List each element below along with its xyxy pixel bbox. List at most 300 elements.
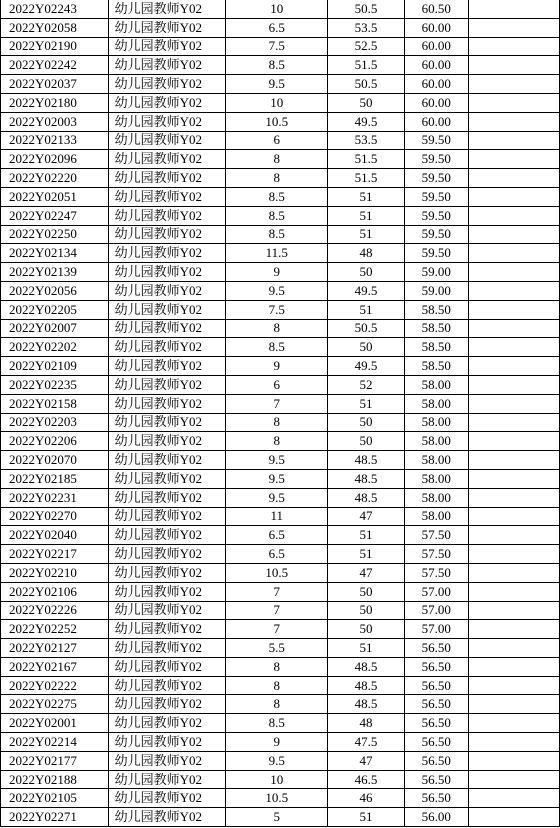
score-one-cell: 10 xyxy=(226,93,328,112)
table-row xyxy=(1,526,560,545)
position-cell: 幼儿园教师Y02 xyxy=(108,451,225,470)
table-row xyxy=(1,488,560,507)
score-one-cell: 10.5 xyxy=(226,563,328,582)
score-one-cell: 11 xyxy=(226,507,328,526)
total-score-cell: 58.50 xyxy=(404,338,468,357)
empty-cell xyxy=(468,281,559,300)
score-one-cell: 6.5 xyxy=(226,18,328,37)
score-one-cell: 10.5 xyxy=(226,789,328,808)
total-score-cell: 60.00 xyxy=(404,112,468,131)
position-cell: 幼儿园教师Y02 xyxy=(108,0,225,18)
table-row xyxy=(1,319,560,338)
total-score-cell: 58.50 xyxy=(404,319,468,338)
candidate-id-cell: 2022Y02220 xyxy=(1,169,109,188)
score-two-cell: 51 xyxy=(328,300,404,319)
position-cell: 幼儿园教师Y02 xyxy=(108,131,225,150)
candidate-id-cell: 2022Y02058 xyxy=(1,18,109,37)
score-two-cell: 46 xyxy=(328,789,404,808)
score-one-cell: 8 xyxy=(226,657,328,676)
score-two-cell: 47 xyxy=(328,751,404,770)
empty-cell xyxy=(468,563,559,582)
total-score-cell: 57.50 xyxy=(404,563,468,582)
position-cell: 幼儿园教师Y02 xyxy=(108,394,225,413)
score-two-cell: 51 xyxy=(328,394,404,413)
total-score-cell: 58.00 xyxy=(404,432,468,451)
candidate-id-cell: 2022Y02037 xyxy=(1,75,109,94)
empty-cell xyxy=(468,319,559,338)
score-two-cell: 51.5 xyxy=(328,56,404,75)
candidate-id-cell: 2022Y02206 xyxy=(1,432,109,451)
empty-cell xyxy=(468,469,559,488)
table-row xyxy=(1,695,560,714)
position-cell: 幼儿园教师Y02 xyxy=(108,488,225,507)
table-row xyxy=(1,657,560,676)
candidate-id-cell: 2022Y02231 xyxy=(1,488,109,507)
score-two-cell: 51 xyxy=(328,206,404,225)
candidate-id-cell: 2022Y02242 xyxy=(1,56,109,75)
total-score-cell: 57.00 xyxy=(404,582,468,601)
score-one-cell: 9 xyxy=(226,733,328,752)
score-two-cell: 49.5 xyxy=(328,112,404,131)
score-one-cell: 8 xyxy=(226,676,328,695)
score-two-cell: 48.5 xyxy=(328,469,404,488)
total-score-cell: 58.00 xyxy=(404,451,468,470)
score-one-cell: 6 xyxy=(226,131,328,150)
table-row xyxy=(1,545,560,564)
total-score-cell: 60.00 xyxy=(404,18,468,37)
table-row xyxy=(1,620,560,639)
empty-cell xyxy=(468,451,559,470)
score-one-cell: 8.5 xyxy=(226,338,328,357)
total-score-cell: 58.00 xyxy=(404,469,468,488)
position-cell: 幼儿园教师Y02 xyxy=(108,281,225,300)
candidate-id-cell: 2022Y02188 xyxy=(1,770,109,789)
empty-cell xyxy=(468,206,559,225)
total-score-cell: 59.50 xyxy=(404,131,468,150)
total-score-cell: 58.50 xyxy=(404,357,468,376)
score-one-cell: 6.5 xyxy=(226,526,328,545)
table-row xyxy=(1,93,560,112)
score-one-cell: 8.5 xyxy=(226,714,328,733)
score-two-cell: 53.5 xyxy=(328,18,404,37)
empty-cell xyxy=(468,413,559,432)
empty-cell xyxy=(468,789,559,808)
position-cell: 幼儿园教师Y02 xyxy=(108,601,225,620)
position-cell: 幼儿园教师Y02 xyxy=(108,507,225,526)
empty-cell xyxy=(468,300,559,319)
candidate-id-cell: 2022Y02001 xyxy=(1,714,109,733)
table-row xyxy=(1,375,560,394)
position-cell: 幼儿园教师Y02 xyxy=(108,375,225,394)
score-one-cell: 9.5 xyxy=(226,469,328,488)
empty-cell xyxy=(468,263,559,282)
empty-cell xyxy=(468,244,559,263)
empty-cell xyxy=(468,582,559,601)
candidate-id-cell: 2022Y02270 xyxy=(1,507,109,526)
table-row xyxy=(1,338,560,357)
score-two-cell: 50 xyxy=(328,263,404,282)
position-cell: 幼儿园教师Y02 xyxy=(108,432,225,451)
empty-cell xyxy=(468,639,559,658)
table-row xyxy=(1,187,560,206)
total-score-cell: 59.50 xyxy=(404,244,468,263)
candidate-id-cell: 2022Y02214 xyxy=(1,733,109,752)
score-one-cell: 8 xyxy=(226,695,328,714)
candidate-id-cell: 2022Y02134 xyxy=(1,244,109,263)
candidate-id-cell: 2022Y02271 xyxy=(1,808,109,827)
score-two-cell: 50.5 xyxy=(328,75,404,94)
table-row xyxy=(1,56,560,75)
score-one-cell: 8 xyxy=(226,169,328,188)
empty-cell xyxy=(468,714,559,733)
empty-cell xyxy=(468,0,559,18)
position-cell: 幼儿园教师Y02 xyxy=(108,112,225,131)
position-cell: 幼儿园教师Y02 xyxy=(108,319,225,338)
empty-cell xyxy=(468,545,559,564)
total-score-cell: 56.50 xyxy=(404,695,468,714)
score-two-cell: 47 xyxy=(328,563,404,582)
candidate-id-cell: 2022Y02106 xyxy=(1,582,109,601)
score-two-cell: 52 xyxy=(328,375,404,394)
score-two-cell: 50.5 xyxy=(328,0,404,18)
score-two-cell: 47 xyxy=(328,507,404,526)
empty-cell xyxy=(468,169,559,188)
empty-cell xyxy=(468,507,559,526)
candidate-id-cell: 2022Y02247 xyxy=(1,206,109,225)
candidate-id-cell: 2022Y02203 xyxy=(1,413,109,432)
candidate-id-cell: 2022Y02051 xyxy=(1,187,109,206)
position-cell: 幼儿园教师Y02 xyxy=(108,18,225,37)
table-row xyxy=(1,601,560,620)
total-score-cell: 56.50 xyxy=(404,676,468,695)
table-row xyxy=(1,112,560,131)
score-two-cell: 50 xyxy=(328,413,404,432)
table-row xyxy=(1,676,560,695)
score-one-cell: 7 xyxy=(226,620,328,639)
total-score-cell: 60.00 xyxy=(404,37,468,56)
empty-cell xyxy=(468,620,559,639)
score-two-cell: 50 xyxy=(328,601,404,620)
candidate-id-cell: 2022Y02222 xyxy=(1,676,109,695)
score-two-cell: 50 xyxy=(328,582,404,601)
total-score-cell: 57.50 xyxy=(404,545,468,564)
score-one-cell: 9 xyxy=(226,357,328,376)
empty-cell xyxy=(468,112,559,131)
total-score-cell: 58.00 xyxy=(404,375,468,394)
total-score-cell: 56.50 xyxy=(404,789,468,808)
total-score-cell: 56.50 xyxy=(404,751,468,770)
empty-cell xyxy=(468,375,559,394)
table-row xyxy=(1,394,560,413)
total-score-cell: 58.00 xyxy=(404,488,468,507)
table-row xyxy=(1,37,560,56)
table-row xyxy=(1,300,560,319)
position-cell: 幼儿园教师Y02 xyxy=(108,714,225,733)
position-cell: 幼儿园教师Y02 xyxy=(108,639,225,658)
position-cell: 幼儿园教师Y02 xyxy=(108,789,225,808)
empty-cell xyxy=(468,338,559,357)
table-row xyxy=(1,263,560,282)
table-row xyxy=(1,169,560,188)
empty-cell xyxy=(468,37,559,56)
position-cell: 幼儿园教师Y02 xyxy=(108,582,225,601)
table-row xyxy=(1,469,560,488)
score-two-cell: 50 xyxy=(328,338,404,357)
position-cell: 幼儿园教师Y02 xyxy=(108,357,225,376)
total-score-cell: 57.00 xyxy=(404,601,468,620)
score-one-cell: 9.5 xyxy=(226,488,328,507)
position-cell: 幼儿园教师Y02 xyxy=(108,469,225,488)
score-two-cell: 48.5 xyxy=(328,695,404,714)
score-two-cell: 51 xyxy=(328,526,404,545)
total-score-cell: 56.00 xyxy=(404,808,468,827)
position-cell: 幼儿园教师Y02 xyxy=(108,413,225,432)
position-cell: 幼儿园教师Y02 xyxy=(108,770,225,789)
position-cell: 幼儿园教师Y02 xyxy=(108,808,225,827)
empty-cell xyxy=(468,93,559,112)
empty-cell xyxy=(468,75,559,94)
total-score-cell: 59.50 xyxy=(404,150,468,169)
candidate-id-cell: 2022Y02217 xyxy=(1,545,109,564)
score-one-cell: 7 xyxy=(226,601,328,620)
candidate-id-cell: 2022Y02275 xyxy=(1,695,109,714)
score-two-cell: 51.5 xyxy=(328,150,404,169)
position-cell: 幼儿园教师Y02 xyxy=(108,93,225,112)
score-one-cell: 9.5 xyxy=(226,751,328,770)
candidate-id-cell: 2022Y02235 xyxy=(1,375,109,394)
position-cell: 幼儿园教师Y02 xyxy=(108,620,225,639)
empty-cell xyxy=(468,526,559,545)
score-one-cell: 6.5 xyxy=(226,545,328,564)
candidate-id-cell: 2022Y02127 xyxy=(1,639,109,658)
empty-cell xyxy=(468,695,559,714)
score-two-cell: 52.5 xyxy=(328,37,404,56)
empty-cell xyxy=(468,676,559,695)
table-row xyxy=(1,733,560,752)
total-score-cell: 59.50 xyxy=(404,206,468,225)
candidate-id-cell: 2022Y02243 xyxy=(1,0,109,18)
candidate-id-cell: 2022Y02180 xyxy=(1,93,109,112)
score-two-cell: 50.5 xyxy=(328,319,404,338)
total-score-cell: 60.50 xyxy=(404,0,468,18)
score-one-cell: 8 xyxy=(226,150,328,169)
candidate-id-cell: 2022Y02202 xyxy=(1,338,109,357)
position-cell: 幼儿园教师Y02 xyxy=(108,545,225,564)
score-one-cell: 5.5 xyxy=(226,639,328,658)
table-row xyxy=(1,225,560,244)
score-two-cell: 46.5 xyxy=(328,770,404,789)
candidate-id-cell: 2022Y02185 xyxy=(1,469,109,488)
score-one-cell: 7 xyxy=(226,582,328,601)
empty-cell xyxy=(468,131,559,150)
total-score-cell: 56.50 xyxy=(404,657,468,676)
table-row xyxy=(1,357,560,376)
score-one-cell: 8.5 xyxy=(226,187,328,206)
position-cell: 幼儿园教师Y02 xyxy=(108,37,225,56)
empty-cell xyxy=(468,357,559,376)
position-cell: 幼儿园教师Y02 xyxy=(108,206,225,225)
score-one-cell: 6 xyxy=(226,375,328,394)
total-score-cell: 58.00 xyxy=(404,507,468,526)
candidate-id-cell: 2022Y02040 xyxy=(1,526,109,545)
position-cell: 幼儿园教师Y02 xyxy=(108,225,225,244)
table-row xyxy=(1,150,560,169)
total-score-cell: 58.50 xyxy=(404,300,468,319)
position-cell: 幼儿园教师Y02 xyxy=(108,169,225,188)
score-two-cell: 53.5 xyxy=(328,131,404,150)
position-cell: 幼儿园教师Y02 xyxy=(108,263,225,282)
total-score-cell: 59.50 xyxy=(404,225,468,244)
table-row xyxy=(1,563,560,582)
candidate-id-cell: 2022Y02167 xyxy=(1,657,109,676)
empty-cell xyxy=(468,808,559,827)
score-two-cell: 48.5 xyxy=(328,488,404,507)
candidate-id-cell: 2022Y02003 xyxy=(1,112,109,131)
position-cell: 幼儿园教师Y02 xyxy=(108,676,225,695)
empty-cell xyxy=(468,733,559,752)
table-row xyxy=(1,507,560,526)
position-cell: 幼儿园教师Y02 xyxy=(108,338,225,357)
score-one-cell: 7.5 xyxy=(226,300,328,319)
score-two-cell: 48.5 xyxy=(328,451,404,470)
total-score-cell: 56.50 xyxy=(404,714,468,733)
candidate-id-cell: 2022Y02250 xyxy=(1,225,109,244)
score-two-cell: 48.5 xyxy=(328,676,404,695)
empty-cell xyxy=(468,150,559,169)
score-two-cell: 51 xyxy=(328,187,404,206)
total-score-cell: 58.00 xyxy=(404,394,468,413)
score-one-cell: 9.5 xyxy=(226,281,328,300)
position-cell: 幼儿园教师Y02 xyxy=(108,244,225,263)
score-one-cell: 9.5 xyxy=(226,75,328,94)
total-score-cell: 56.50 xyxy=(404,770,468,789)
position-cell: 幼儿园教师Y02 xyxy=(108,300,225,319)
table-row xyxy=(1,131,560,150)
score-one-cell: 9.5 xyxy=(226,451,328,470)
score-one-cell: 10 xyxy=(226,0,328,18)
table-row xyxy=(1,582,560,601)
total-score-cell: 60.00 xyxy=(404,56,468,75)
total-score-cell: 60.00 xyxy=(404,75,468,94)
table-row xyxy=(1,639,560,658)
score-one-cell: 8.5 xyxy=(226,56,328,75)
candidate-id-cell: 2022Y02158 xyxy=(1,394,109,413)
position-cell: 幼儿园教师Y02 xyxy=(108,187,225,206)
score-one-cell: 11.5 xyxy=(226,244,328,263)
score-two-cell: 49.5 xyxy=(328,357,404,376)
candidate-id-cell: 2022Y02226 xyxy=(1,601,109,620)
total-score-cell: 58.00 xyxy=(404,413,468,432)
total-score-cell: 59.00 xyxy=(404,281,468,300)
score-two-cell: 51 xyxy=(328,225,404,244)
score-two-cell: 51.5 xyxy=(328,169,404,188)
table-row xyxy=(1,206,560,225)
score-two-cell: 48.5 xyxy=(328,657,404,676)
total-score-cell: 59.00 xyxy=(404,263,468,282)
table-row xyxy=(1,751,560,770)
score-two-cell: 50 xyxy=(328,93,404,112)
score-one-cell: 10.5 xyxy=(226,112,328,131)
score-two-cell: 51 xyxy=(328,639,404,658)
score-two-cell: 49.5 xyxy=(328,281,404,300)
total-score-cell: 56.50 xyxy=(404,733,468,752)
total-score-cell: 56.50 xyxy=(404,639,468,658)
candidate-id-cell: 2022Y02139 xyxy=(1,263,109,282)
empty-cell xyxy=(468,488,559,507)
candidate-id-cell: 2022Y02007 xyxy=(1,319,109,338)
empty-cell xyxy=(468,56,559,75)
total-score-cell: 59.50 xyxy=(404,187,468,206)
table-row xyxy=(1,18,560,37)
position-cell: 幼儿园教师Y02 xyxy=(108,563,225,582)
score-two-cell: 48 xyxy=(328,714,404,733)
score-two-cell: 51 xyxy=(328,545,404,564)
candidate-id-cell: 2022Y02070 xyxy=(1,451,109,470)
empty-cell xyxy=(468,601,559,620)
score-one-cell: 8.5 xyxy=(226,225,328,244)
table-row xyxy=(1,451,560,470)
position-cell: 幼儿园教师Y02 xyxy=(108,150,225,169)
empty-cell xyxy=(468,187,559,206)
score-one-cell: 8.5 xyxy=(226,206,328,225)
total-score-cell: 59.50 xyxy=(404,169,468,188)
candidate-id-cell: 2022Y02252 xyxy=(1,620,109,639)
table-row xyxy=(1,808,560,827)
position-cell: 幼儿园教师Y02 xyxy=(108,526,225,545)
empty-cell xyxy=(468,225,559,244)
empty-cell xyxy=(468,657,559,676)
score-two-cell: 48 xyxy=(328,244,404,263)
candidate-id-cell: 2022Y02205 xyxy=(1,300,109,319)
score-two-cell: 50 xyxy=(328,620,404,639)
total-score-cell: 57.00 xyxy=(404,620,468,639)
empty-cell xyxy=(468,432,559,451)
table-row xyxy=(1,281,560,300)
score-one-cell: 8 xyxy=(226,432,328,451)
position-cell: 幼儿园教师Y02 xyxy=(108,75,225,94)
candidate-id-cell: 2022Y02210 xyxy=(1,563,109,582)
candidate-id-cell: 2022Y02105 xyxy=(1,789,109,808)
score-one-cell: 8 xyxy=(226,319,328,338)
score-one-cell: 7 xyxy=(226,394,328,413)
table-row xyxy=(1,789,560,808)
candidate-id-cell: 2022Y02133 xyxy=(1,131,109,150)
table-row xyxy=(1,432,560,451)
score-one-cell: 5 xyxy=(226,808,328,827)
candidate-id-cell: 2022Y02109 xyxy=(1,357,109,376)
score-one-cell: 9 xyxy=(226,263,328,282)
table-row xyxy=(1,413,560,432)
score-one-cell: 7.5 xyxy=(226,37,328,56)
candidate-id-cell: 2022Y02177 xyxy=(1,751,109,770)
table-row xyxy=(1,0,560,18)
empty-cell xyxy=(468,18,559,37)
position-cell: 幼儿园教师Y02 xyxy=(108,695,225,714)
table-row xyxy=(1,770,560,789)
table-row xyxy=(1,75,560,94)
candidate-id-cell: 2022Y02096 xyxy=(1,150,109,169)
position-cell: 幼儿园教师Y02 xyxy=(108,657,225,676)
candidate-id-cell: 2022Y02190 xyxy=(1,37,109,56)
score-table-body xyxy=(1,0,560,827)
empty-cell xyxy=(468,770,559,789)
score-one-cell: 8 xyxy=(226,413,328,432)
position-cell: 幼儿园教师Y02 xyxy=(108,733,225,752)
score-two-cell: 50 xyxy=(328,432,404,451)
empty-cell xyxy=(468,751,559,770)
table-row xyxy=(1,714,560,733)
score-two-cell: 47.5 xyxy=(328,733,404,752)
